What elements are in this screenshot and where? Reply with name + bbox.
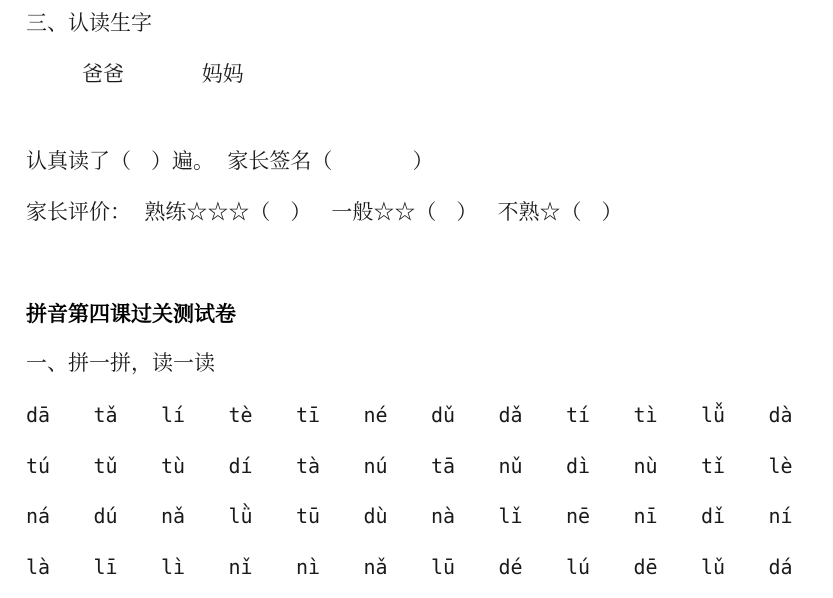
word-list (82, 60, 315, 88)
pinyin-syllable: ná (26, 504, 51, 528)
word-baba: 爸爸 (82, 62, 124, 86)
pinyin-syllable: tú (26, 453, 51, 478)
pinyin-syllable: nǎ (363, 554, 388, 579)
pinyin-syllable: nì (296, 554, 321, 579)
pinyin-syllable: dá (768, 554, 793, 579)
pinyin-syllable: lī (93, 554, 118, 579)
pinyin-syllable: tū (296, 504, 321, 528)
pinyin-syllable: tǐ (701, 453, 726, 478)
pinyin-row (26, 452, 833, 503)
pinyin-syllable: lè (768, 453, 793, 478)
pinyin-grid (26, 401, 833, 598)
section-1-heading: 一、拼一拼，读一读 (26, 351, 215, 375)
pinyin-syllable: tī (296, 403, 321, 427)
pinyin-syllable: lǐ (498, 504, 523, 528)
pinyin-syllable: nú (363, 453, 388, 478)
pinyin-syllable: tí (566, 403, 591, 427)
pinyin-syllable: lǚ (701, 403, 726, 427)
pinyin-syllable: tà (296, 453, 321, 478)
parent-evaluation-line: 家长评价： 熟练☆☆☆（ ） 一般☆☆（ ） 不熟☆（ ） (26, 200, 623, 224)
pinyin-syllable: nǎ (161, 504, 186, 528)
word-mama: 妈妈 (201, 62, 244, 86)
pinyin-syllable: dà (768, 403, 793, 427)
pinyin-syllable: dǔ (431, 403, 456, 427)
pinyin-syllable: tù (161, 453, 186, 478)
pinyin-syllable: lǜ (228, 504, 253, 528)
pinyin-row (26, 553, 833, 598)
pinyin-row (26, 401, 833, 452)
pinyin-syllable: dì (566, 453, 591, 478)
pinyin-syllable: dā (26, 403, 51, 427)
pinyin-syllable: tā (431, 453, 456, 478)
pinyin-syllable: tì (633, 403, 658, 427)
pinyin-syllable: lǔ (701, 554, 726, 579)
pinyin-syllable: dē (633, 554, 658, 579)
pinyin-row (26, 502, 833, 553)
pinyin-syllable: lì (161, 554, 186, 579)
pinyin-syllable: dí (228, 453, 253, 478)
pinyin-syllable: tǎ (93, 403, 118, 427)
pinyin-syllable: dǐ (701, 504, 726, 528)
pinyin-syllable: nē (566, 504, 591, 528)
pinyin-syllable: né (363, 403, 388, 427)
pinyin-syllable: là (26, 554, 51, 579)
pinyin-syllable: lú (566, 554, 591, 579)
pinyin-syllable: nà (431, 504, 456, 528)
pinyin-syllable: dú (93, 504, 118, 528)
pinyin-syllable: tǔ (93, 453, 118, 478)
pinyin-syllable: lí (161, 403, 186, 427)
pinyin-syllable: ní (768, 504, 793, 528)
pinyin-syllable: nī (633, 504, 658, 528)
pinyin-syllable: dǎ (498, 403, 523, 427)
pinyin-syllable: lū (431, 554, 456, 579)
pinyin-syllable: nù (633, 453, 658, 478)
section-3-heading: 三、认读生字 (26, 11, 152, 35)
pinyin-syllable: tè (228, 403, 253, 427)
pinyin-syllable: dù (363, 504, 388, 528)
pinyin-syllable: dé (498, 554, 523, 579)
pinyin-syllable: nǔ (498, 453, 523, 478)
pinyin-syllable: nǐ (228, 554, 253, 579)
reading-count-line: 认真读了（ ）遍。 家长签名（ ） (26, 149, 434, 173)
test-title: 拼音第四课过关测试卷 (26, 301, 236, 326)
